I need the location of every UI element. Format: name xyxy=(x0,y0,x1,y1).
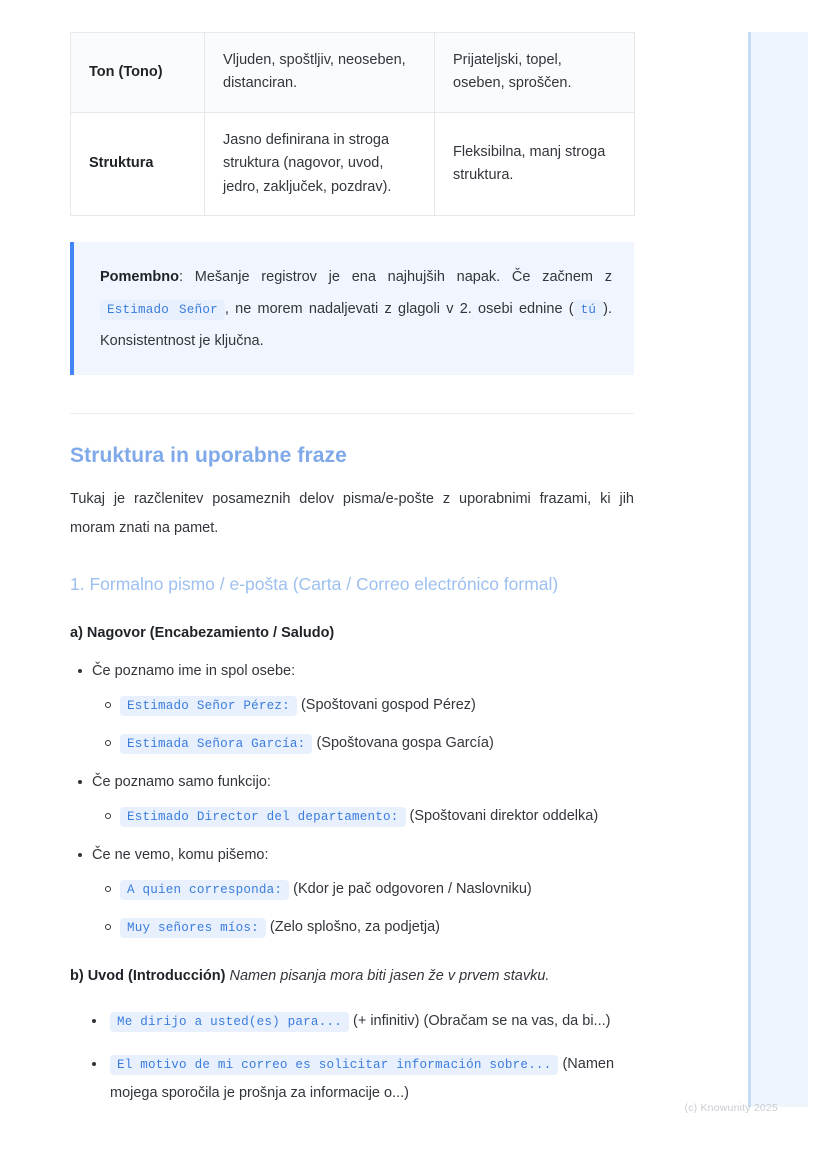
register-comparison-table xyxy=(70,32,635,216)
list-item xyxy=(120,877,634,902)
code-chip-muy-senores-mios: Muy señores míos: xyxy=(120,918,266,938)
part-b-title-text: b) Uvod (Introducción) xyxy=(70,968,226,985)
list-item-gloss: (+ infinitiv) (Obračam se na vas, da bi...) xyxy=(348,1012,611,1029)
part-b-list xyxy=(70,1007,634,1108)
callout-lead: Pomembno xyxy=(100,269,179,286)
list-item-gloss: (Kdor je pač odgovoren / Naslovniku) xyxy=(289,880,532,897)
part-a-title-text: a) Nagovor (Encabezamiento / Saludo) xyxy=(70,624,335,641)
important-callout xyxy=(70,242,634,375)
section-heading: Struktura in uporabne fraze xyxy=(70,444,347,468)
list-item xyxy=(92,843,634,940)
section-intro-paragraph: Tukaj je razčlenitev posameznih delov pisma/e-pošte z uporabnimi frazami, ki jih moram znati na pamet. xyxy=(70,491,634,536)
list-item-lead: Če poznamo ime in spol osebe: xyxy=(92,663,296,680)
list-item xyxy=(120,804,634,829)
list-item xyxy=(120,915,634,940)
table-cell-informal: Prijateljski, topel, oseben, sproščen. xyxy=(435,33,635,113)
table-cell-informal: Fleksibilna, manj stroga struktura. xyxy=(435,112,635,215)
list-item xyxy=(120,693,634,718)
code-chip-a-quien-corresponda: A quien corresponda: xyxy=(120,880,289,900)
list-item xyxy=(120,731,634,756)
list-item xyxy=(92,659,634,756)
nested-list xyxy=(92,693,634,757)
table-row xyxy=(71,112,635,215)
part-b-title xyxy=(70,964,634,989)
code-chip-tu: tú xyxy=(574,300,604,320)
table-cell-label: Ton (Tono) xyxy=(71,33,205,113)
part-b-title-note: Namen pisanja mora biti jasen že v prvem stavku. xyxy=(225,968,550,985)
subsection-heading: 1. Formalno pismo / e-pošta (Carta / Correo electrónico formal) xyxy=(70,573,559,594)
table-row xyxy=(71,33,635,113)
table-cell-formal: Vljuden, spoštljiv, neoseben, distanciran. xyxy=(205,33,435,113)
list-item-gloss: (Spoštovani gospod Pérez) xyxy=(296,696,476,713)
section-divider xyxy=(70,413,634,414)
callout-text-3: ). Konsistentnost je ključna. xyxy=(100,301,612,349)
callout-text-1: : Mešanje registrov je ena najhujših napak. Če začnem z xyxy=(178,269,612,286)
code-chip-estimada-senora-garcia: Estimada Señora García: xyxy=(120,734,312,754)
page-edge-line xyxy=(748,32,751,1107)
table-cell-label: Struktura xyxy=(71,112,205,215)
list-item xyxy=(110,1007,634,1036)
list-item-lead: Če ne vemo, komu pišemo: xyxy=(92,847,269,864)
code-chip-estimado-director: Estimado Director del departamento: xyxy=(120,807,406,827)
footer-copyright: (c) Knowunity 2025 xyxy=(684,1102,778,1114)
list-item-gloss: (Namen mojega sporočila je prošnja za informacije o...) xyxy=(110,1055,615,1101)
table-cell-formal: Jasno definirana in stroga struktura (nagovor, uvod, jedro, zaključek, pozdrav). xyxy=(205,112,435,215)
page-edge-strip xyxy=(748,32,808,1107)
code-chip-estimado-senor: Estimado Señor xyxy=(100,300,225,320)
list-item-gloss: (Zelo splošno, za podjetja) xyxy=(265,918,440,935)
list-item-gloss: (Spoštovana gospa García) xyxy=(312,735,494,752)
code-chip-el-motivo: El motivo de mi correo es solicitar información sobre... xyxy=(110,1055,558,1075)
code-chip-estimado-senor-perez: Estimado Señor Pérez: xyxy=(120,696,297,716)
nested-list xyxy=(92,804,634,829)
callout-text-2: , ne morem nadaljevati z glagoli v 2. osebi ednine ( xyxy=(224,301,574,318)
part-a-title xyxy=(70,621,634,646)
list-item xyxy=(110,1050,634,1108)
list-item-lead: Če poznamo samo funkcijo: xyxy=(92,774,271,791)
nested-list xyxy=(92,877,634,941)
code-chip-me-dirijo: Me dirijo a usted(es) para... xyxy=(110,1012,349,1032)
part-a-list xyxy=(70,659,634,940)
list-item xyxy=(92,770,634,829)
list-item-gloss: (Spoštovani direktor oddelka) xyxy=(405,807,599,824)
